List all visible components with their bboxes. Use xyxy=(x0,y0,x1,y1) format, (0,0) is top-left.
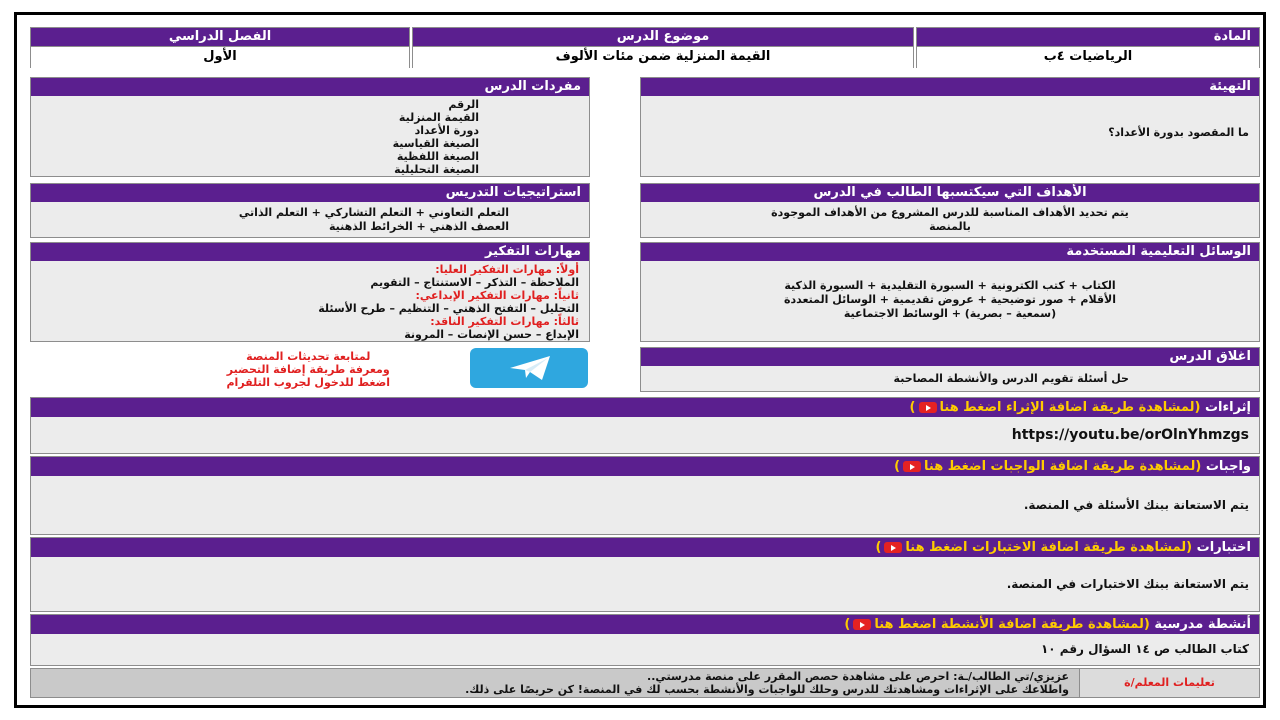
teacher-line-2: واطلاعك على الإثراءات ومشاهدتك للدرس وحلك للواجبات والأنشطة بحسب لك في المنصة! كن حريصًا على ذلك. xyxy=(465,683,1069,696)
strategies-line-2: العصف الذهني + الخرائط الذهنية xyxy=(329,220,509,233)
goals-section xyxy=(640,183,1260,238)
telegram-line-2: ومعرفة طريقة إضافة التحضير xyxy=(226,363,390,376)
thinking-heading-2: ثانياً: مهارات التفكير الإبداعي: xyxy=(415,289,579,302)
teacher-line-1: عزيزي/تي الطالب/ـة: احرص على مشاهدة حصص المقرر على منصة مدرستي.. xyxy=(647,670,1069,683)
warmup-text: ما المقصود بدورة الأعداد؟ xyxy=(1108,126,1249,139)
vocab-title: مفردات الدرس xyxy=(31,78,589,96)
thinking-text-3: الإبداع – حسن الإنصات – المرونة xyxy=(404,328,579,341)
activities-link[interactable]: (لمشاهدة طريقة اضافة الأنشطة اضغط هنا) xyxy=(844,617,1150,632)
homework-label: واجبات xyxy=(1205,459,1251,474)
tests-section xyxy=(30,537,1260,612)
tools-title: الوسائل التعليمية المستخدمة xyxy=(641,243,1259,261)
term-cell xyxy=(30,27,410,68)
topic-cell xyxy=(412,27,914,68)
tools-section xyxy=(640,242,1260,342)
closing-text: حل أسئلة تقويم الدرس والأنشطة المصاحبة xyxy=(893,372,1129,385)
tools-line-2: الأقلام + صور توضيحية + عروض تقديمية + الوسائل المتعددة xyxy=(783,293,1116,306)
telegram-icon[interactable] xyxy=(470,348,588,388)
goals-title: الأهداف التي سيكتسبها الطالب في الدرس xyxy=(641,184,1259,202)
subject-cell xyxy=(916,27,1260,68)
thinking-section xyxy=(30,242,590,342)
activities-label: أنشطة مدرسية xyxy=(1154,617,1251,632)
telegram-promo[interactable] xyxy=(30,346,590,392)
tests-text: يتم الاستعانة ببنك الاختبارات في المنصة. xyxy=(1006,577,1249,591)
tests-link[interactable]: (لمشاهدة طريقة اضافة الاختبارات اضغط هنا) xyxy=(875,540,1193,555)
thinking-text-1: الملاحظة – التذكر – الاستنتاج – التقويم xyxy=(370,276,579,289)
youtube-icon xyxy=(903,461,921,472)
strategies-line-1: التعلم التعاوني + التعلم التشاركي + التعلم الذاتي xyxy=(238,206,509,219)
warmup-title: التهيئة xyxy=(641,78,1259,96)
enrichment-link[interactable]: (لمشاهدة طريقة اضافة الإثراء اضغط هنا) xyxy=(909,400,1201,415)
activities-section xyxy=(30,614,1260,666)
vocab-item: الرقم xyxy=(448,98,479,111)
telegram-line-1: لمتابعة تحديثات المنصة xyxy=(246,350,371,363)
youtube-icon xyxy=(919,402,937,413)
subject-value: الرياضيات ٤ب xyxy=(917,46,1259,68)
subject-label: المادة xyxy=(917,28,1259,46)
tools-line-1: الكتاب + كتب الكترونية + السبورة التقليدية + السبورة الذكية xyxy=(784,279,1116,292)
goals-line-1: يتم تحديد الأهداف المناسبة للدرس المشروع من الأهداف الموجودة xyxy=(771,206,1129,219)
topic-label: موضوع الدرس xyxy=(413,28,913,46)
topic-value: القيمة المنزلية ضمن مئات الألوف xyxy=(413,46,913,68)
closing-title: اغلاق الدرس xyxy=(641,348,1259,366)
term-label: الفصل الدراسي xyxy=(31,28,409,46)
enrichment-section xyxy=(30,397,1260,454)
strategies-title: استراتيجيات التدريس xyxy=(31,184,589,202)
vocab-item: الصيغة التحليلية xyxy=(394,163,479,176)
enrichment-url[interactable]: https://youtu.be/orOlnYhmzgs xyxy=(1011,427,1249,443)
telegram-line-3: اضغط للدخول لجروب التلقرام xyxy=(226,376,390,389)
thinking-text-2: التحليل – التفتح الذهني – التنظيم – طرح الأسئلة xyxy=(318,302,579,315)
vocab-item: الصيغة القياسية xyxy=(392,137,479,150)
teacher-section xyxy=(30,668,1260,698)
homework-link[interactable]: (لمشاهدة طريقة اضافة الواجبات اضغط هنا) xyxy=(894,459,1202,474)
tests-label: اختبارات xyxy=(1196,540,1251,555)
strategies-section xyxy=(30,183,590,238)
warmup-section xyxy=(640,77,1260,177)
thinking-heading-3: ثالثاً: مهارات التفكير الناقد: xyxy=(430,315,579,328)
closing-section xyxy=(640,347,1260,392)
homework-text: يتم الاستعانة ببنك الأسئلة في المنصة. xyxy=(1023,498,1249,512)
vocab-section xyxy=(30,77,590,177)
vocab-item: دورة الأعداد xyxy=(414,124,479,137)
homework-section xyxy=(30,456,1260,535)
teacher-label: تعليمات المعلم/ة xyxy=(1079,669,1259,697)
tools-line-3: (سمعية – بصرية) + الوسائط الاجتماعية xyxy=(843,307,1057,320)
thinking-title: مهارات التفكير xyxy=(31,243,589,261)
enrichment-label: إثراءات xyxy=(1204,400,1251,415)
vocab-item: الصيغة اللفظية xyxy=(396,150,479,163)
youtube-icon xyxy=(884,542,902,553)
vocab-item: القيمة المنزلية xyxy=(398,111,479,124)
goals-line-2: بالمنصة xyxy=(929,220,971,233)
activities-text: كتاب الطالب ص ١٤ السؤال رقم ١٠ xyxy=(1040,642,1249,656)
term-value: الأول xyxy=(31,46,409,68)
thinking-heading-1: أولاً: مهارات التفكير العليا: xyxy=(435,263,579,276)
youtube-icon xyxy=(853,619,871,630)
